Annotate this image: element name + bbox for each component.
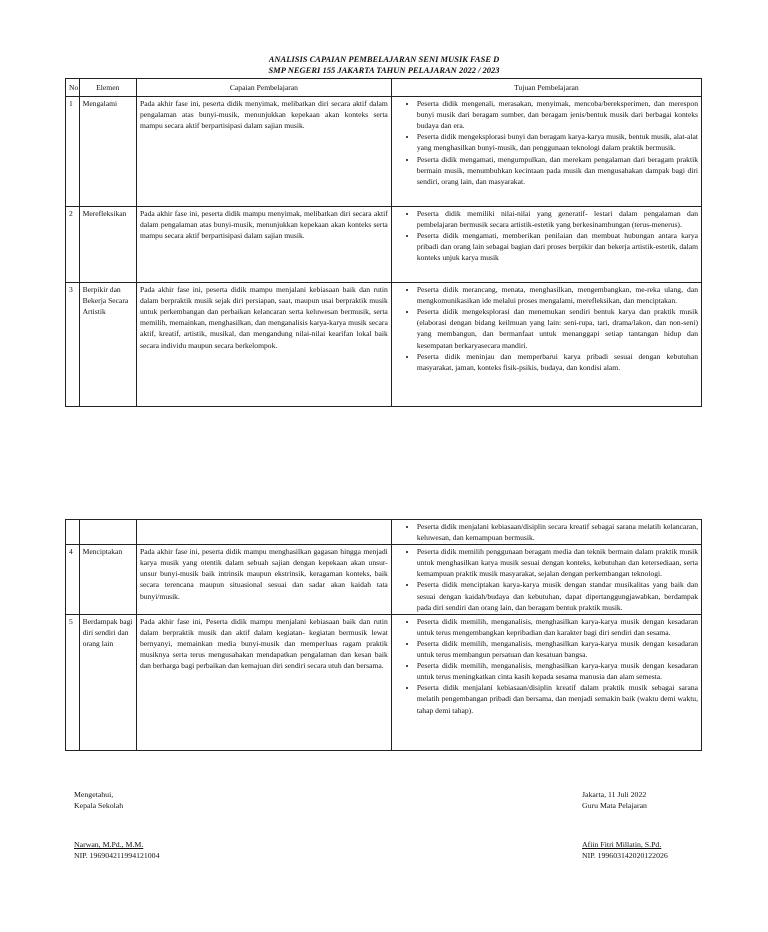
row-elemen: Mengalami: [79, 97, 136, 207]
principal-nip: NIP. 196904211994121004: [74, 850, 160, 860]
tujuan-item: • Peserta didik menjalani kebiasaan/disiplin secara kreatif sebagai sarana melatih kelancaran, keluwesan, dan kemampuan bermusik.: [417, 521, 698, 543]
row-no: 3: [66, 283, 80, 407]
header-no: No: [66, 79, 80, 97]
table-row: [66, 545, 702, 615]
row-capaian: Pada akhir fase ini, peserta didik mampu menjalani kebiasaan baik dan rutin dalam berpraktik musik sejak diri persiapan, saat, maupun usai berpraktik musik untuk perkembangan dan perbaikan kelancaran serta keluwesan bermusik, serta memilih, memainkan, menghasilkan, dan menganalisis karya-karya musik secara aktif, kreatif, artistik, musikal, dan mengandung nilai-nilai kearifan lokal baik secara individu maupun secara berkelompok.: [137, 283, 392, 407]
row-tujuan: [391, 283, 701, 407]
tujuan-item: • Peserta didik mengenali, merasakan, menyimak, mencoba/bereksperimen, dan merespon bunyi musik dari beragam sumber, dan beragam jenis/bentuk musik dari berbagai konteks budaya dan era.: [417, 98, 698, 131]
row-no: 2: [66, 207, 80, 283]
row-tujuan: [391, 520, 701, 545]
teacher-name: Afiin Fitri Millatin, S.Pd.: [582, 840, 662, 849]
table-row: [66, 283, 702, 407]
table-row: [66, 97, 702, 207]
row-elemen: Merefleksikan: [79, 207, 136, 283]
tujuan-item: • Peserta didik memiliki nilai-nilai yang generatif- lestari dalam pengalaman dan pembelajaran bermusik secara artistik-estetik yang berkesinambungan (terus-menerus).: [417, 208, 698, 230]
row-capaian: Pada akhir fase ini, peserta didik mampu menghasilkan gagasan hingga menjadi karya musik yang otentik dalam sebuah sajian dengan kepekaan akan unsur-unsur bunyi-musik baik intrinsik maupun ekstrinsik, keragaman konteks, baik secara terencana maupun situasional sesuai dan sadar akan kaidah tata bunyi/musik.: [137, 545, 392, 615]
analysis-table-page2: [65, 519, 702, 751]
header-tujuan: Tujuan Pembelajaran: [391, 79, 701, 97]
tujuan-item: • Peserta didik memilih, menganalisis, menghasilkan karya-karya musik dengan kesadaran untuk terus membangun persatuan dan kesatuan bangsa.: [417, 638, 698, 660]
tujuan-item: • Peserta didik mengamati, mengumpulkan, dan merekam pengalaman dari beragam praktik bermain musik, menumbuhkan kecintaan pada musik dan mengusahakan dampak bagi diri sendiri, orang lain, dan masyarakat.: [417, 154, 698, 187]
table-row: [66, 207, 702, 283]
table-row-continued: [66, 520, 702, 545]
tujuan-item: • Peserta didik menjalani kebiasaan/disiplin kreatif dalam praktik musik sebagai sarana melatih pengembangan pribadi dan bersama, dan menjadi semakin baik (waktu demi waktu, tahap demi tahap).: [417, 682, 698, 715]
document-subtitle: SMP NEGERI 155 JAKARTA TAHUN PELAJARAN 2022 / 2023: [268, 65, 500, 75]
analysis-table-page1: [65, 78, 702, 407]
signature-right-name-block: [582, 840, 668, 861]
row-no: 4: [66, 545, 80, 615]
teacher-title: Guru Mata Pelajaran: [582, 800, 647, 810]
header-capaian: Capaian Pembelajaran: [137, 79, 392, 97]
signature-left: [74, 790, 123, 811]
row-elemen: Berdampak bagi diri sendiri dan orang lain: [79, 614, 136, 750]
tujuan-item: • Peserta didik mengeksplorasi dan menemukan sendiri bentuk karya dan praktik musik (elaborasi dengan bidang keilmuan yang lain: seni-rupa, tari, drama/lakon, dan non-seni) yang membangun, dan bermanfaat untuk menanggapi setiap tantangan hidup dan kesempatan berkaryasecara mandiri.: [417, 306, 698, 350]
row-no: 1: [66, 97, 80, 207]
tujuan-item: • Peserta didik memilih, menganalisis, menghasilkan karya-karya musik dengan kesadaran untuk terus mengembangkan kepribadian dan karakter bagi diri sendiri dan sesama.: [417, 616, 698, 638]
tujuan-item: • Peserta didik memilih penggunaan beragam media dan teknik bermain dalam praktik musik untuk menghasilkan karya musik sesuai dengan konteks, kebutuhan dan ketersediaan, serta kemampuan praktik musik masyarakat, sejalan dengan perkembangan teknologi.: [417, 546, 698, 579]
principal-name: Narwan, M.Pd., M.M.: [74, 840, 144, 849]
row-capaian: Pada akhir fase ini, peserta didik mampu menyimak, melibatkan diri secara aktif dalam pengalaman atas bunyi-musik, menunjukkan kepekaan akan konteks serta mampu secara aktif berpartisipasi dalam sajian musik.: [137, 207, 392, 283]
tujuan-item: • Peserta didik merancang, menata, menghasilkan, mengembangkan, me-reka ulang, dan mengkomunikasikan ide melalui proses mengalami, merefleksikan, dan menciptakan.: [417, 284, 698, 306]
row-no: 5: [66, 614, 80, 750]
row-tujuan: [391, 545, 701, 615]
acknowledged-label: Mengetahui,: [74, 790, 114, 799]
row-capaian: Pada akhir fase ini, peserta didik menyimak, melibatkan diri secara aktif dalam pengalaman atas bunyi-musik, menunjukkan kepekaan akan konteks serta mampu secara aktif berpartisipasi dalam sajian musik.: [137, 97, 392, 207]
signature-right: [582, 790, 647, 811]
table-header-row: [66, 79, 702, 97]
tujuan-item: • Peserta didik meninjau dan memperbarui karya pribadi sesuai dengan kebutuhan masyarakat, jaman, konteks fisik-psikis, budaya, dan kondisi alam.: [417, 351, 698, 373]
row-elemen: Menciptakan: [79, 545, 136, 615]
principal-title: Kepala Sekolah: [74, 800, 124, 810]
document-title: ANALISIS CAPAIAN PEMBELAJARAN SENI MUSIK FASE D: [268, 54, 500, 64]
row-capaian: Pada akhir fase ini, Peserta didik mampu menjalani kebiasaan baik dan rutin dalam berpraktik musik dan aktif dalam kegiatan- kegiatan bermusik lewat bernyanyi, memainkan media bunyi-musik dan memperluas ragam praktik musiknya serta terus mengusahakan mendapatkan pengalaman dan kesan baik dan berharga bagi perbaikan dan kemajuan diri sendiri secara utuh dan bersama.: [137, 614, 392, 750]
tujuan-item: • Peserta didik memilih, menganalisis, menghasilkan karya-karya musik dengan kesadaran untuk terus meningkatkan cinta kasih kepada sesama manusia dan alam semesta.: [417, 660, 698, 682]
row-tujuan: [391, 207, 701, 283]
table-row: [66, 614, 702, 750]
tujuan-item: • Peserta didik mengeksplorasi bunyi dan beragam karya-karya musik, bentuk musik, alat-alat yang menghasilkan bunyi-musik, dan penggunaan teknologi dalam praktik bermusik.: [417, 131, 698, 153]
row-tujuan: [391, 97, 701, 207]
signature-left-name-block: [74, 840, 159, 861]
teacher-nip: NIP. 199603142020122026: [582, 850, 668, 860]
tujuan-item: • Peserta didik menciptakan karya-karya musik dengan standar musikalitas yang baik dan sesuai dengan kaidah/budaya dan kebutuhan, dapat dipertanggungjawabkan, berdampak pada diri sendiri dan orang lain, dan beragam bentuk praktik musik.: [417, 579, 698, 612]
row-elemen: Berpikir dan Bekerja Secara Artistik: [79, 283, 136, 407]
tujuan-item: • Peserta didik mengamati, memberikan penilaian dan membuat hubungan antara karya pribadi dan orang lain sebagai bagian dari proses berpikir dan bekerja artistik-estetik, dalam konteks unjuk karya musik: [417, 230, 698, 263]
date-place: Jakarta, 11 Juli 2022: [582, 790, 647, 799]
header-elemen: Elemen: [79, 79, 136, 97]
row-tujuan: [391, 614, 701, 750]
